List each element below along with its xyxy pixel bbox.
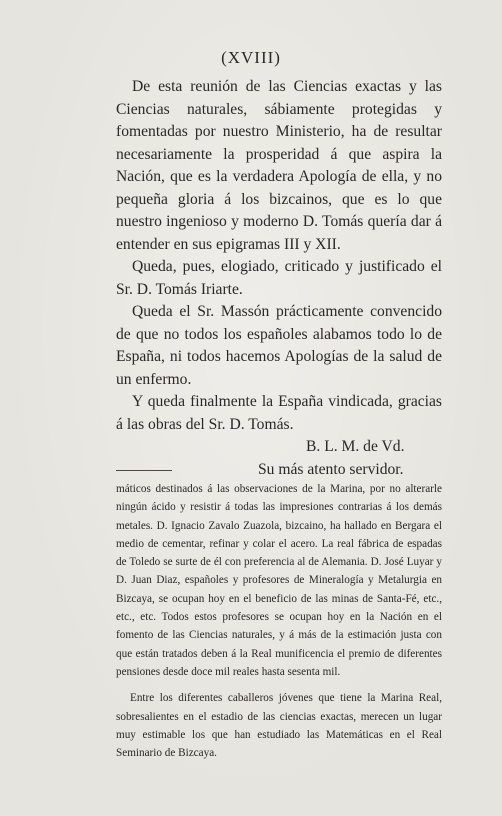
closing-signature: Su más atento servidor. — [258, 460, 404, 478]
main-body-text — [116, 76, 442, 481]
body-paragraph: Y queda finalmente la España vindicada, gracias á las obras del Sr. D. Tomás. — [116, 393, 442, 433]
footnote-text — [116, 480, 442, 762]
body-paragraph: Queda, pues, elogiado, criticado y justificado el Sr. D. Tomás Iriarte. — [116, 258, 442, 298]
closing-salutation: B. L. M. de Vd. — [306, 438, 405, 455]
page-number: (XVIII) — [221, 48, 281, 67]
footnote-paragraph: máticos destinados á las observaciones de la Marina, por no alterarle ningún ácido y resistir á todas las impresiones contrarias á los demás metales. D. Ignacio Zavalo Zuazola, bizcaino, ha hallado en Bergara el medio de cementar, refinar y colar el acero. La real fábrica de espadas de Toledo se surte de él con preferencia al de Alemania. D. José Luyar y D. Juan Diaz, españoles y profesores de Mineralogía y Metalurgia en Bizcaya, se ocupan hoy en el beneficio de las minas de Santa-Fé, etc., etc., etc. Todos estos profesores se ocupan hoy en la Nación en el fomento de las Ciencias naturales, y á más de la estimación justa con que están tratados deben á la Real munificencia el premio de diferentes pensiones desde doce mil reales hasta sesenta mil. — [116, 483, 442, 678]
footnote-paragraph: Entre los diferentes caballeros jóvenes que tiene la Marina Real, sobresalientes en el estadio de las ciencias exactas, merecen un lugar muy estimable los que han estudiado las Matemáticas en el Real Seminario de Bizcaya. — [116, 692, 442, 760]
body-paragraph: Queda el Sr. Massón prácticamente convencido de que no todos los españoles alabamos todo lo de España, ni todos hacemos Apologías de la salud de un enfermo. — [116, 303, 442, 388]
footnote-separator — [116, 470, 172, 471]
body-paragraph: De esta reunión de las Ciencias exactas y las Ciencias naturales, sábiamente protegidas y fomentadas por nuestro Ministerio, ha de resultar necesariamente la prosperidad á que aspira la Nación, que es la verdadera Apología de ella, y no pequeña gloria á los bizcainos, que es lo que nuestro ingenioso y moderno D. Tomás quería dar á entender en sus epigramas III y XII. — [116, 78, 442, 253]
